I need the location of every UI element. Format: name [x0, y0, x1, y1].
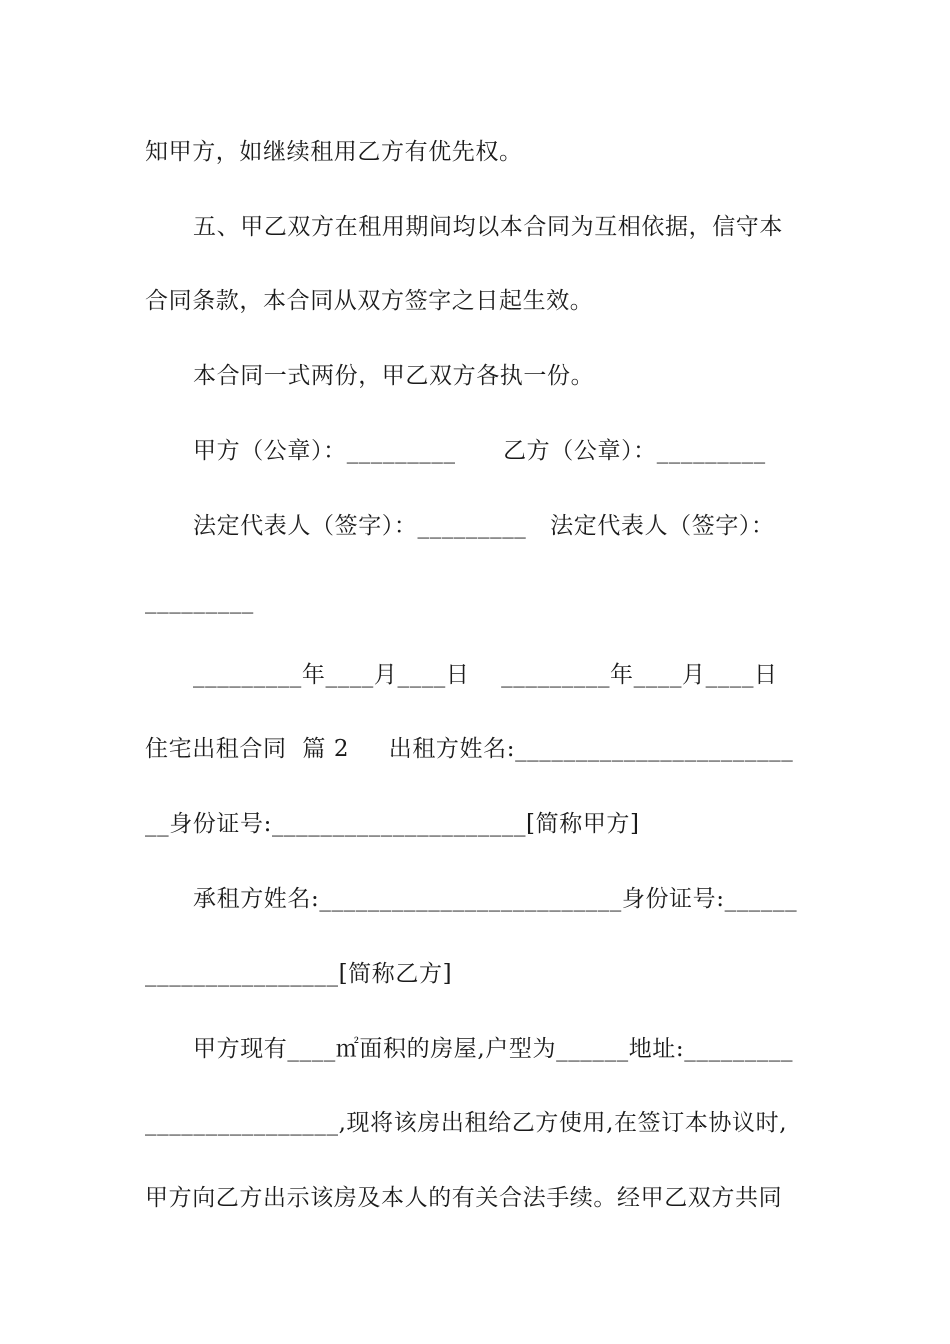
text-line-dates: _________年____月____日 _________年____月____日: [193, 662, 778, 688]
text-line-party-seals: 甲方（公章）：_________ 乙方（公章）：_________: [193, 438, 766, 464]
text-line-legal-procedures: 甲方向乙方出示该房及本人的有关合法手续。经甲乙双方共同: [145, 1185, 783, 1211]
text-line-lessee-abbrev: ________________[简称乙方]: [145, 961, 453, 987]
text-line-effective-date: 合同条款，本合同从双方签字之日起生效。: [145, 288, 594, 314]
text-line-lessee-name: 承租方姓名:_________________________身份证号:______: [193, 886, 798, 912]
text-line-clause-five: 五、甲乙双方在租用期间均以本合同为互相依据，信守本: [193, 214, 783, 240]
text-line-signature-blank: _________: [145, 588, 254, 614]
text-line-house-area: 甲方现有____㎡面积的房屋,户型为______地址:_________: [193, 1036, 794, 1062]
text-line-section-title-lessor: 住宅出租合同 篇 2 出租方姓名:_______________________: [145, 736, 794, 762]
text-line-lessor-id: __身份证号:_____________________[简称甲方]: [145, 811, 640, 837]
text-line-legal-representatives: 法定代表人（签字）：_________ 法定代表人（签字）：: [193, 513, 775, 539]
text-line-copies: 本合同一式两份，甲乙双方各执一份。: [193, 363, 595, 389]
text-line-priority-right: 知甲方，如继续租用乙方有优先权。: [145, 139, 523, 165]
text-line-lease-to-lessee: ________________,现将该房出租给乙方使用,在签订本协议时,: [145, 1110, 788, 1136]
